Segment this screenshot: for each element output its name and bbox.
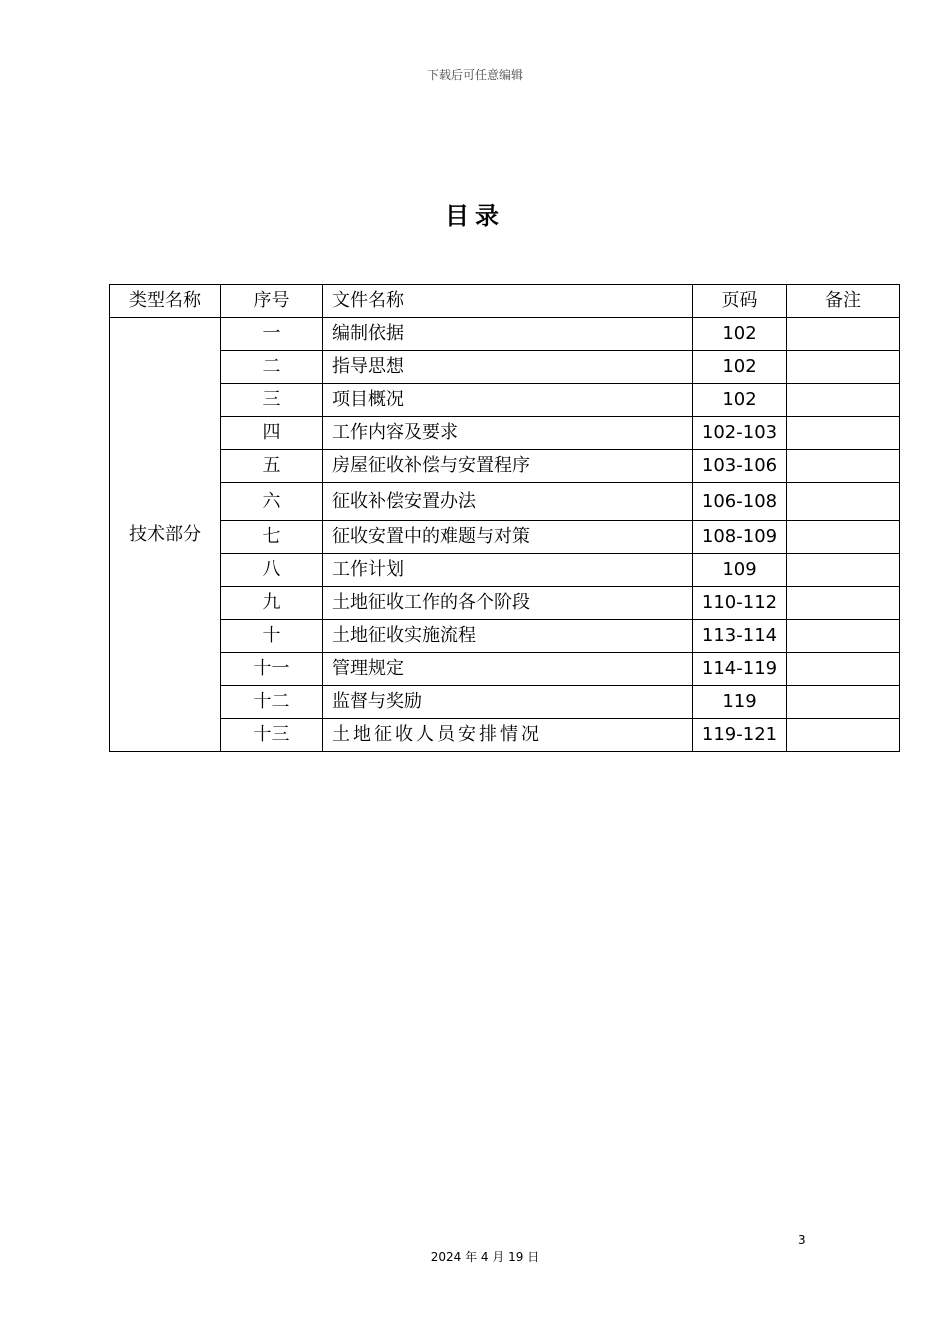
row-seq: 一 [221,318,323,351]
header-page: 页码 [693,285,787,318]
row-seq: 十 [221,620,323,653]
row-name: 项目概况 [323,384,693,417]
header-seq: 序号 [221,285,323,318]
toc-table [109,284,900,752]
row-page: 102-103 [693,417,787,450]
row-name: 土地征收人员安排情况 [323,719,693,752]
row-name: 管理规定 [323,653,693,686]
row-note [787,620,900,653]
row-note [787,587,900,620]
row-page: 103-106 [693,450,787,483]
row-seq: 七 [221,521,323,554]
table-row [110,384,900,417]
table-row [110,554,900,587]
footer-date: 2024 年 4 月 19 日 [430,1250,540,1264]
row-name: 征收补偿安置办法 [323,483,693,521]
row-name: 土地征收工作的各个阶段 [323,587,693,620]
row-page: 102 [693,318,787,351]
row-seq: 三 [221,384,323,417]
table-header-row [110,285,900,318]
row-page: 110-112 [693,587,787,620]
row-note [787,384,900,417]
header-watermark: 下载后可任意编辑 [426,68,523,82]
row-seq: 二 [221,351,323,384]
row-name: 征收安置中的难题与对策 [323,521,693,554]
page-number: 3 [798,1233,806,1247]
row-note [787,521,900,554]
table-row [110,719,900,752]
table-row [110,417,900,450]
table-row [110,587,900,620]
page-title: 目录 [445,202,505,230]
row-page: 106-108 [693,483,787,521]
row-note [787,318,900,351]
row-seq: 十三 [221,719,323,752]
row-note [787,450,900,483]
row-page: 119-121 [693,719,787,752]
table-row [110,620,900,653]
row-name: 指导思想 [323,351,693,384]
row-note [787,719,900,752]
row-seq: 六 [221,483,323,521]
table-row [110,653,900,686]
category-cell: 技术部分 [110,318,221,752]
row-page: 102 [693,351,787,384]
row-page: 108-109 [693,521,787,554]
row-page: 119 [693,686,787,719]
row-name: 监督与奖励 [323,686,693,719]
row-name: 土地征收实施流程 [323,620,693,653]
row-seq: 八 [221,554,323,587]
row-name: 工作内容及要求 [323,417,693,450]
table-row [110,686,900,719]
row-note [787,417,900,450]
header-name: 文件名称 [323,285,693,318]
row-name: 房屋征收补偿与安置程序 [323,450,693,483]
row-page: 102 [693,384,787,417]
row-seq: 九 [221,587,323,620]
row-name: 工作计划 [323,554,693,587]
table-row [110,483,900,521]
table-row [110,450,900,483]
row-seq: 十一 [221,653,323,686]
header-type: 类型名称 [110,285,221,318]
row-name: 编制依据 [323,318,693,351]
row-note [787,653,900,686]
row-page: 109 [693,554,787,587]
header-note: 备注 [787,285,900,318]
row-seq: 四 [221,417,323,450]
row-page: 113-114 [693,620,787,653]
row-note [787,483,900,521]
row-page: 114-119 [693,653,787,686]
row-note [787,686,900,719]
row-note [787,351,900,384]
row-seq: 十二 [221,686,323,719]
table-row [110,521,900,554]
table-row [110,351,900,384]
row-note [787,554,900,587]
table-row [110,318,900,351]
row-seq: 五 [221,450,323,483]
